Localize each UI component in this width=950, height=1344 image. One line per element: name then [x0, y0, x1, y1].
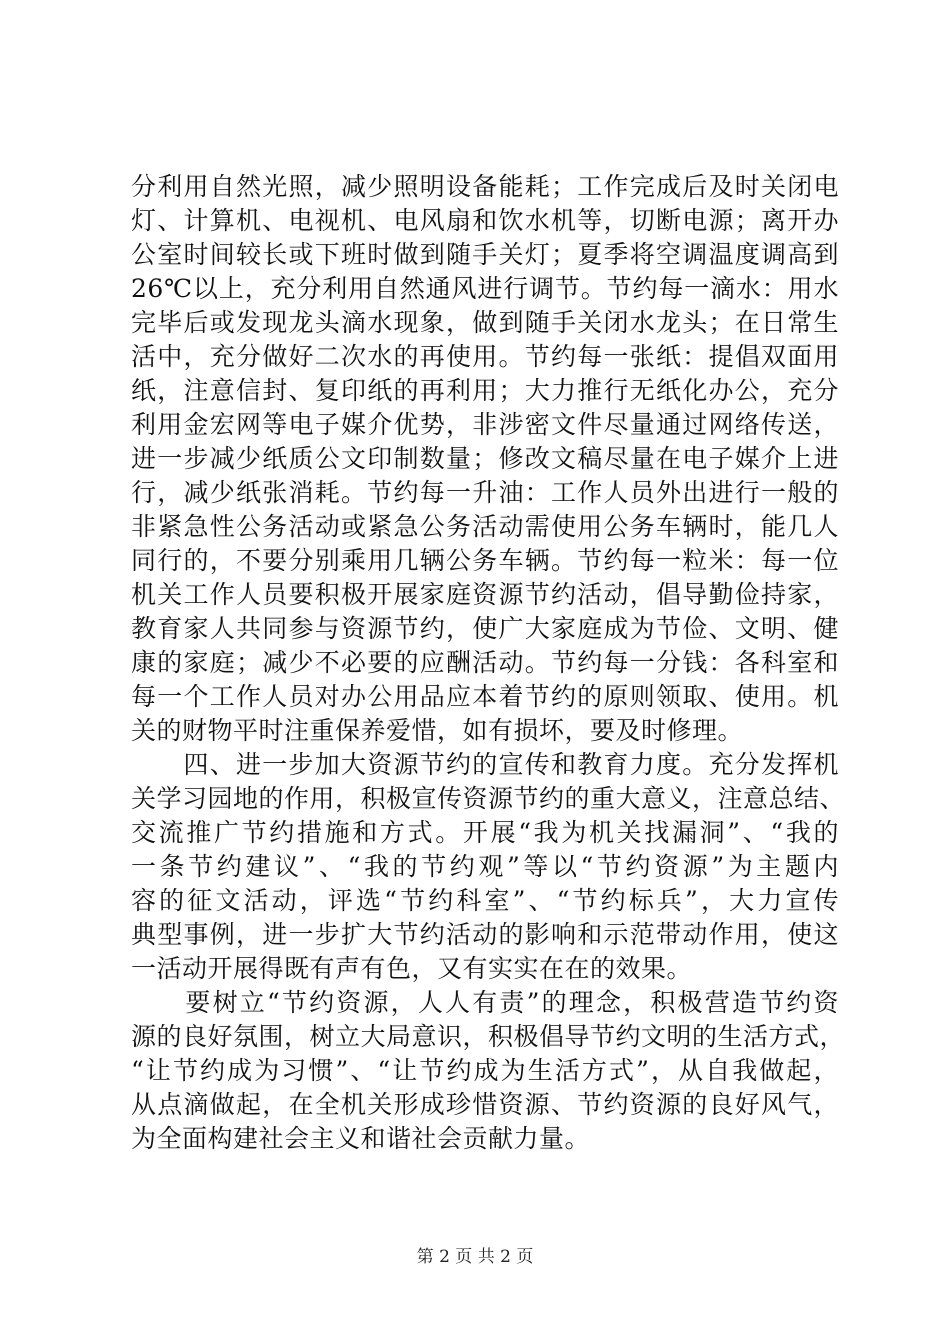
text-line: 典型事例，进一步扩大节约活动的影响和示范带动作用，使这 — [131, 920, 839, 949]
paragraph-end-line: 为全面构建社会主义和谐社会贡献力量。 — [131, 1124, 591, 1153]
text-line: 公室时间较长或下班时做到随手关灯；夏季将空调温度调高到 — [131, 240, 839, 269]
text-line: 利用金宏网等电子媒介优势，非涉密文件尽量通过网络传送， — [131, 410, 839, 439]
text-line: 一条节约建议”、“我的节约观”等以“节约资源”为主题内 — [131, 852, 839, 881]
text-line: 行，减少纸张消耗。节约每一升油：工作人员外出进行一般的 — [131, 478, 839, 507]
text-line: 完毕后或发现龙头滴水现象，做到随手关闭水龙头；在日常生 — [131, 308, 839, 337]
text-line: 要树立“节约资源，人人有责”的理念，积极营造节约资 — [131, 988, 839, 1017]
paragraph-end-line: 关的财物平时注重保养爱惜，如有损坏，要及时修理。 — [131, 716, 744, 745]
text-line: “让节约成为习惯”、“让节约成为生活方式”，从自我做起， — [131, 1056, 839, 1085]
body-text — [131, 170, 846, 1156]
text-line: 灯、计算机、电视机、电风扇和饮水机等，切断电源；离开办 — [131, 206, 839, 235]
text-line: 同行的，不要分别乘用几辆公务车辆。节约每一粒米：每一位 — [131, 546, 839, 575]
text-line: 每一个工作人员对办公用品应本着节约的原则领取、使用。机 — [131, 682, 839, 711]
text-line: 纸，注意信封、复印纸的再利用；大力推行无纸化办公，充分 — [131, 376, 839, 405]
text-line: 关学习园地的作用，积极宣传资源节约的重大意义，注意总结、 — [131, 784, 846, 813]
text-line: 进一步减少纸质公文印制数量；修改文稿尽量在电子媒介上进 — [131, 444, 839, 473]
text-line: 康的家庭；减少不必要的应酬活动。节约每一分钱：各科室和 — [131, 648, 839, 677]
text-line: 源的良好氛围，树立大局意识，积极倡导节约文明的生活方式， — [131, 1022, 846, 1051]
paragraph-end-line: 一活动开展得既有声有色，又有实实在在的效果。 — [131, 954, 693, 983]
text-line: 教育家人共同参与资源节约，使广大家庭成为节俭、文明、健 — [131, 614, 839, 643]
page-footer: 第 2 页 共 2 页 — [416, 1247, 534, 1267]
text-line: 非紧急性公务活动或紧急公务活动需使用公务车辆时，能几人 — [131, 512, 839, 541]
text-line: 活中，充分做好二次水的再使用。节约每一张纸：提倡双面用 — [131, 342, 839, 371]
text-line: 26℃以上，充分利用自然通风进行调节。节约每一滴水：用水 — [131, 274, 839, 303]
text-line: 分利用自然光照，减少照明设备能耗；工作完成后及时关闭电 — [131, 172, 839, 201]
text-line: 容的征文活动，评选“节约科室”、“节约标兵”，大力宣传 — [131, 886, 839, 915]
text-line: 从点滴做起，在全机关形成珍惜资源、节约资源的良好风气， — [131, 1090, 839, 1119]
text-line: 机关工作人员要积极开展家庭资源节约活动，倡导勤俭持家， — [131, 580, 839, 609]
text-line: 交流推广节约措施和方式。开展“我为机关找漏洞”、“我的 — [131, 818, 839, 847]
text-line: 四、进一步加大资源节约的宣传和教育力度。充分发挥机 — [131, 750, 839, 779]
